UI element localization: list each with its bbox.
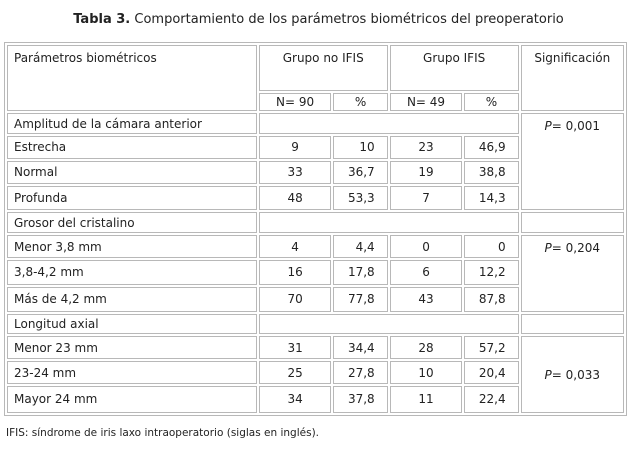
cell-n-no-ifis: 34	[259, 386, 332, 413]
p-label: P	[544, 367, 552, 382]
cell-pct-ifis: 0	[464, 235, 518, 258]
header-param: Parámetros biométricos	[7, 45, 257, 111]
cell-pct-ifis: 22,4	[464, 386, 518, 413]
cell-n-no-ifis: 31	[259, 336, 332, 359]
cell-pct-ifis: 20,4	[464, 361, 518, 384]
cell-n-no-ifis: 48	[259, 186, 332, 211]
p-value: = 0,033	[551, 367, 601, 382]
cell-pct-ifis: 46,9	[464, 136, 518, 159]
section-title: Grosor del cristalino	[7, 212, 257, 233]
section-filler	[259, 314, 519, 335]
subheader-n-no-ifis: N= 90	[259, 93, 332, 112]
section-row	[7, 212, 624, 233]
section-filler	[259, 113, 519, 134]
table-row	[7, 336, 624, 359]
cell-n-ifis: 43	[390, 287, 463, 312]
section-row	[7, 314, 624, 335]
subheader-pct-no-ifis: %	[333, 93, 387, 112]
caption-label: Tabla 3.	[73, 12, 131, 27]
cell-pct-no-ifis: 17,8	[333, 260, 387, 285]
cell-n-ifis: 7	[390, 186, 463, 211]
row-label: Menor 23 mm	[7, 336, 257, 359]
section-filler	[521, 314, 624, 335]
cell-n-no-ifis: 4	[259, 235, 332, 258]
p-value: = 0,204	[551, 241, 601, 256]
p-value-cell	[521, 113, 624, 210]
cell-pct-ifis: 57,2	[464, 336, 518, 359]
row-label: 23-24 mm	[7, 361, 257, 384]
p-value-cell	[521, 336, 624, 413]
cell-pct-no-ifis: 34,4	[333, 336, 387, 359]
row-label: Profunda	[7, 186, 257, 211]
cell-n-ifis: 6	[390, 260, 463, 285]
row-label: Estrecha	[7, 136, 257, 159]
row-label: Menor 3,8 mm	[7, 235, 257, 258]
table-caption	[0, 12, 637, 27]
row-label: Mayor 24 mm	[7, 386, 257, 413]
cell-n-no-ifis: 16	[259, 260, 332, 285]
section-title: Longitud axial	[7, 314, 257, 335]
cell-pct-ifis: 14,3	[464, 186, 518, 211]
cell-pct-no-ifis: 53,3	[333, 186, 387, 211]
p-label: P	[544, 241, 552, 256]
cell-pct-no-ifis: 4,4	[333, 235, 387, 258]
cell-pct-ifis: 12,2	[464, 260, 518, 285]
cell-n-no-ifis: 25	[259, 361, 332, 384]
cell-pct-ifis: 38,8	[464, 161, 518, 184]
cell-pct-no-ifis: 10	[333, 136, 387, 159]
header-group-no-ifis: Grupo no IFIS	[259, 45, 388, 91]
header-group-ifis: Grupo IFIS	[390, 45, 519, 91]
cell-n-ifis: 11	[390, 386, 463, 413]
row-label: Más de 4,2 mm	[7, 287, 257, 312]
cell-pct-no-ifis: 77,8	[333, 287, 387, 312]
biometric-table	[4, 42, 627, 416]
cell-n-ifis: 19	[390, 161, 463, 184]
table-row	[7, 235, 624, 258]
section-filler	[521, 212, 624, 233]
caption-text: Comportamiento de los parámetros biométricos del preoperatorio	[130, 12, 564, 27]
header-row	[7, 45, 624, 91]
cell-pct-no-ifis: 36,7	[333, 161, 387, 184]
section-row	[7, 113, 624, 134]
subheader-n-ifis: N= 49	[390, 93, 463, 112]
p-value-cell	[521, 235, 624, 312]
p-value: = 0,001	[551, 119, 601, 134]
cell-pct-no-ifis: 27,8	[333, 361, 387, 384]
row-label: Normal	[7, 161, 257, 184]
cell-n-no-ifis: 33	[259, 161, 332, 184]
header-significance: Significación	[521, 45, 624, 111]
cell-pct-ifis: 87,8	[464, 287, 518, 312]
p-label: P	[544, 119, 552, 134]
row-label: 3,8-4,2 mm	[7, 260, 257, 285]
cell-n-ifis: 10	[390, 361, 463, 384]
cell-n-ifis: 28	[390, 336, 463, 359]
cell-pct-no-ifis: 37,8	[333, 386, 387, 413]
section-filler	[259, 212, 519, 233]
cell-n-ifis: 23	[390, 136, 463, 159]
section-title: Amplitud de la cámara anterior	[7, 113, 257, 134]
cell-n-no-ifis: 9	[259, 136, 332, 159]
cell-n-no-ifis: 70	[259, 287, 332, 312]
cell-n-ifis: 0	[390, 235, 463, 258]
table-footnote: IFIS: síndrome de iris laxo intraoperatorio (siglas en inglés).	[6, 427, 320, 439]
subheader-pct-ifis: %	[464, 93, 518, 112]
